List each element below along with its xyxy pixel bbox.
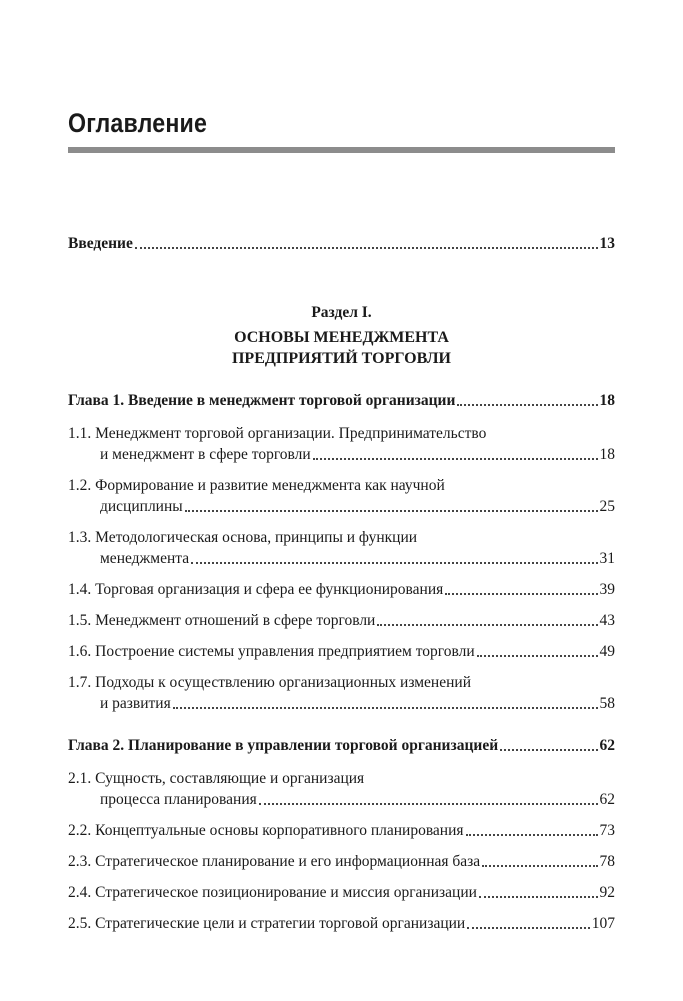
table-of-contents bbox=[68, 233, 615, 934]
item-title-line2: дисциплины bbox=[100, 498, 183, 515]
toc-page-number: 49 bbox=[599, 643, 615, 660]
chapter-title: Глава 1. Введение в менеджмент торговой организации bbox=[68, 392, 456, 409]
toc-page-number: 13 bbox=[599, 235, 615, 252]
toc-item-2-3[interactable] bbox=[68, 851, 615, 872]
dot-leader bbox=[445, 593, 597, 595]
toc-page-number: 62 bbox=[599, 791, 615, 808]
dot-leader bbox=[377, 624, 597, 626]
item-title: 1.5. Менеджмент отношений в сфере торговли bbox=[68, 612, 376, 629]
toc-item-1-6[interactable] bbox=[68, 641, 615, 662]
toc-page-number: 107 bbox=[591, 915, 615, 932]
toc-item-2-2[interactable] bbox=[68, 820, 615, 841]
section-title-line1: ОСНОВЫ МЕНЕДЖМЕНТА bbox=[234, 329, 449, 346]
toc-page-number: 43 bbox=[599, 612, 615, 629]
item-title-line1: 1.7. Подходы к осуществлению организационных изменений bbox=[68, 674, 471, 691]
dot-leader bbox=[500, 749, 597, 751]
toc-page-number: 62 bbox=[599, 737, 615, 754]
toc-page-number: 18 bbox=[599, 446, 615, 463]
toc-page-number: 78 bbox=[599, 853, 615, 870]
dot-leader bbox=[135, 247, 598, 249]
item-title: 1.4. Торговая организация и сфера ее функционирования bbox=[68, 581, 444, 598]
dot-leader bbox=[467, 927, 590, 929]
toc-item-2-1[interactable] bbox=[68, 768, 615, 810]
item-title-line1: 1.2. Формирование и развитие менеджмента как научной bbox=[68, 477, 445, 494]
item-title-line1: 2.1. Сущность, составляющие и организация bbox=[68, 770, 365, 787]
item-title: 2.3. Стратегическое планирование и его информационная база bbox=[68, 853, 481, 870]
toc-item-2-4[interactable] bbox=[68, 882, 615, 903]
dot-leader bbox=[457, 404, 597, 406]
dot-leader bbox=[482, 865, 597, 867]
section-label: Раздел I. bbox=[311, 304, 372, 321]
item-title: 2.2. Концептуальные основы корпоративного планирования bbox=[68, 822, 464, 839]
toc-item-1-3[interactable] bbox=[68, 527, 615, 569]
dot-leader bbox=[173, 707, 598, 709]
toc-page-number: 25 bbox=[599, 498, 615, 515]
item-title: 2.5. Стратегические цели и стратегии торговой организации bbox=[68, 915, 466, 932]
toc-chapter-2[interactable] bbox=[68, 735, 615, 756]
item-title-line2: и развития bbox=[100, 695, 171, 712]
toc-page-number: 18 bbox=[599, 392, 615, 409]
dot-leader bbox=[479, 896, 598, 898]
toc-entry-intro[interactable] bbox=[68, 233, 615, 254]
toc-item-1-5[interactable] bbox=[68, 610, 615, 631]
item-title-line2: и менеджмент в сфере торговли bbox=[100, 446, 311, 463]
dot-leader bbox=[259, 803, 598, 805]
section-title-line2: ПРЕДПРИЯТИЙ ТОРГОВЛИ bbox=[231, 350, 451, 367]
toc-chapter-1[interactable] bbox=[68, 390, 615, 411]
toc-page-number: 31 bbox=[599, 550, 615, 567]
toc-page-number: 39 bbox=[599, 581, 615, 598]
toc-item-2-5[interactable] bbox=[68, 913, 615, 934]
item-title-line2: менеджмента bbox=[100, 550, 190, 567]
title-underline bbox=[68, 147, 615, 153]
item-title: 2.4. Стратегическое позиционирование и миссия организации bbox=[68, 884, 477, 901]
toc-page-number: 58 bbox=[599, 695, 615, 712]
dot-leader bbox=[313, 458, 598, 460]
dot-leader bbox=[191, 562, 597, 564]
item-title-line2: процесса планирования bbox=[100, 791, 257, 808]
item-title: 1.6. Построение системы управления предприятием торговли bbox=[68, 643, 475, 660]
item-title-line1: 1.3. Методологическая основа, принципы и функции bbox=[68, 529, 418, 546]
toc-item-1-4[interactable] bbox=[68, 579, 615, 600]
page-title: Оглавление bbox=[68, 108, 208, 138]
toc-page-number: 73 bbox=[599, 822, 615, 839]
toc-item-1-1[interactable] bbox=[68, 423, 615, 465]
chapter-title: Глава 2. Планирование в управлении торговой организацией bbox=[68, 737, 499, 754]
toc-page-number: 92 bbox=[599, 884, 615, 901]
toc-item-1-2[interactable] bbox=[68, 475, 615, 517]
dot-leader bbox=[466, 834, 598, 836]
toc-entry-title: Введение bbox=[68, 235, 133, 252]
toc-item-1-7[interactable] bbox=[68, 672, 615, 714]
dot-leader bbox=[185, 510, 598, 512]
item-title-line1: 1.1. Менеджмент торговой организации. Предпринимательство bbox=[68, 425, 487, 442]
dot-leader bbox=[477, 655, 598, 657]
